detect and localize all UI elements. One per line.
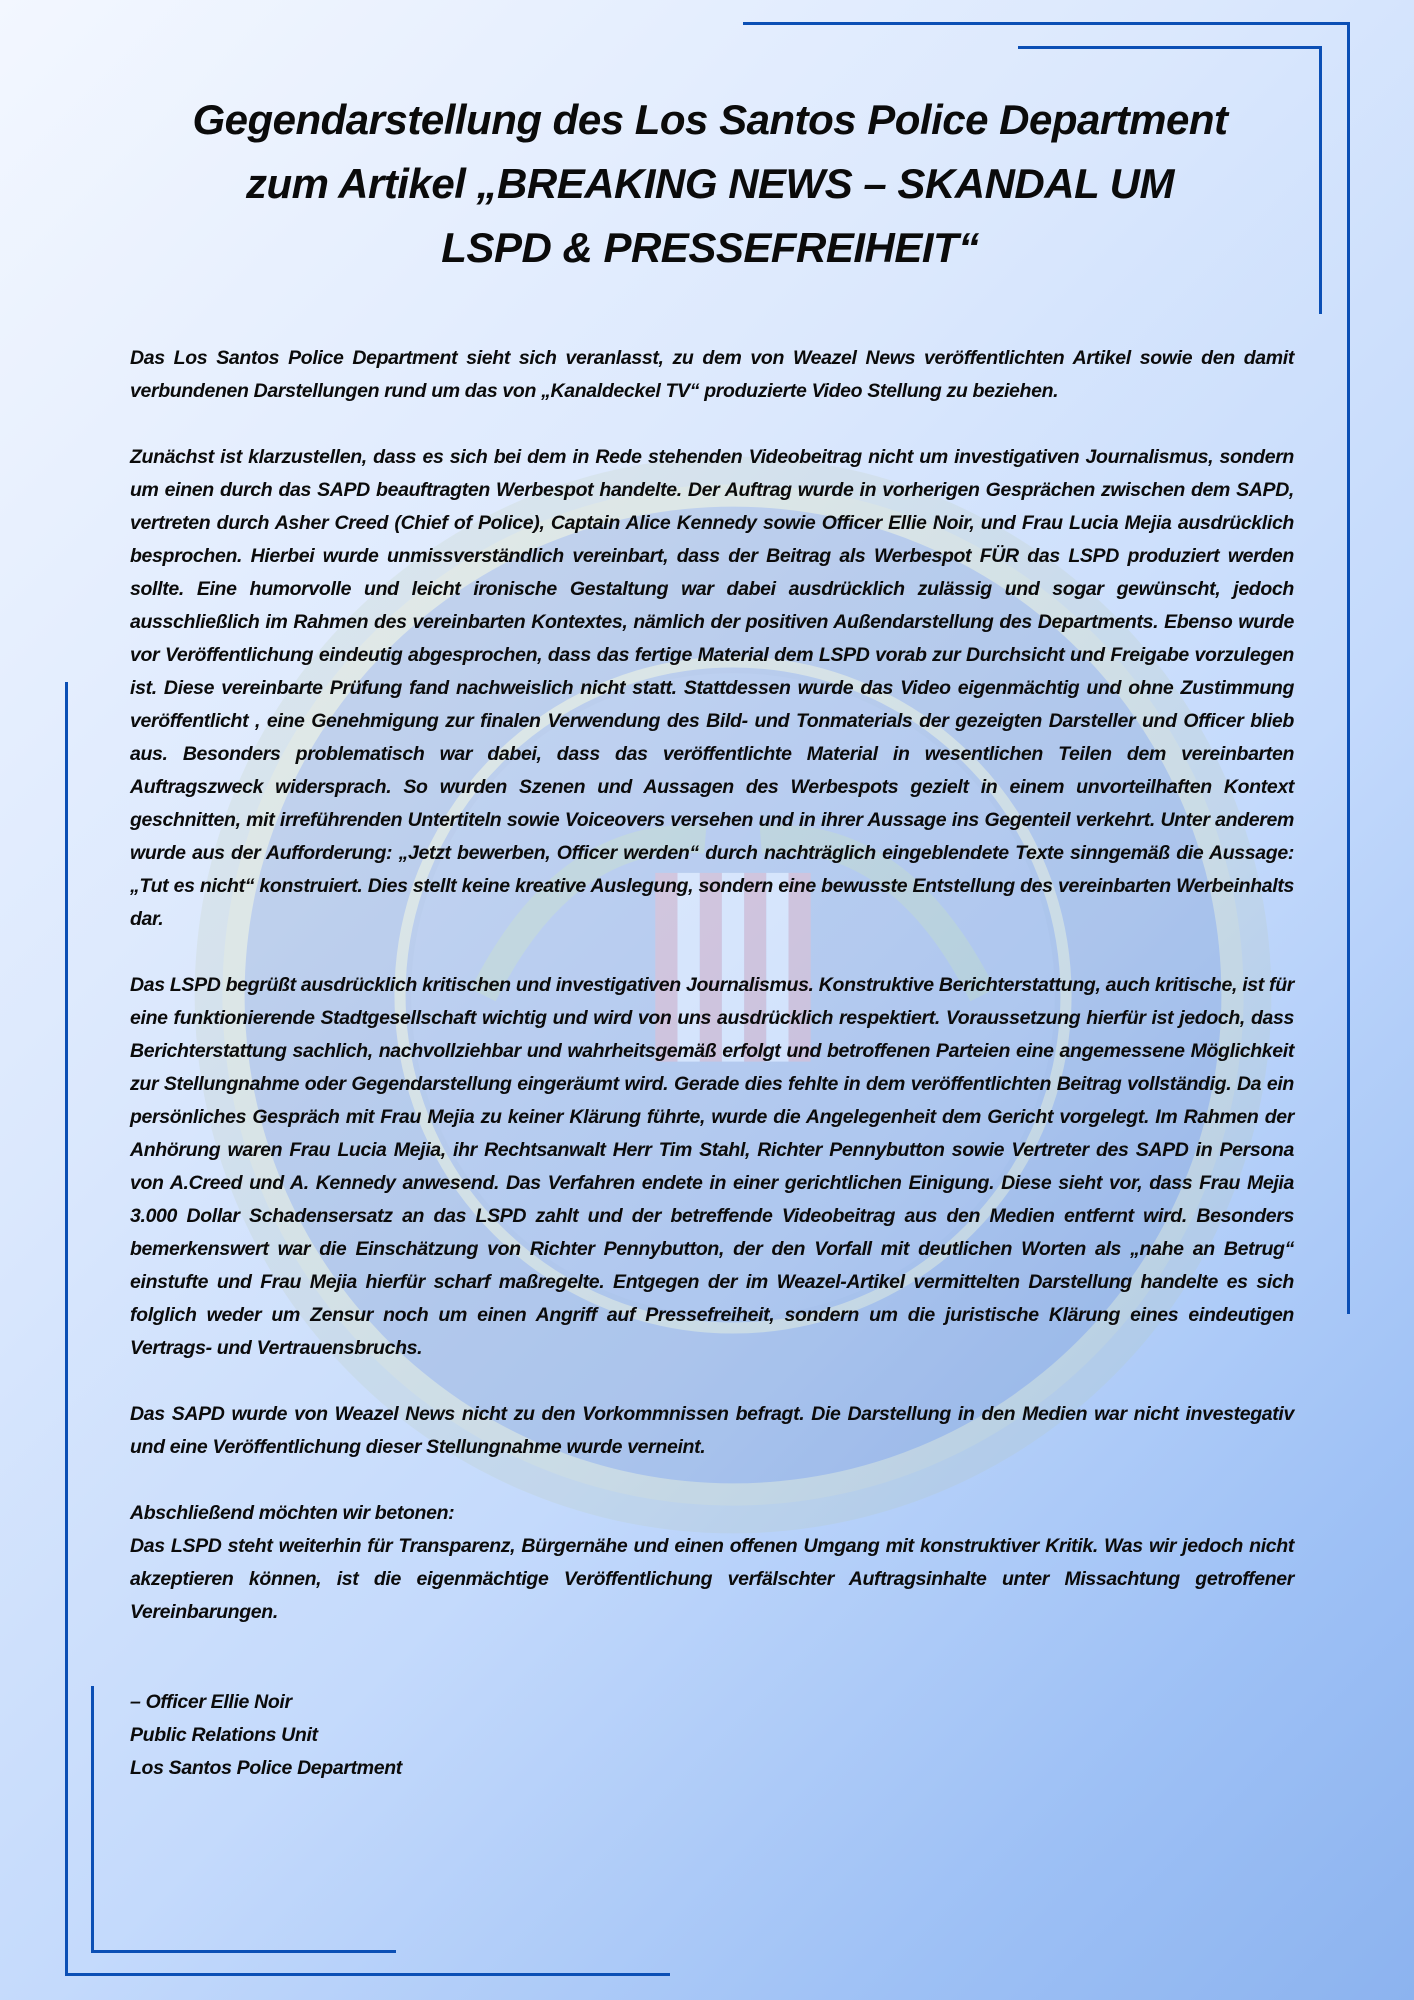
frame-line-left-outer [65, 682, 68, 1976]
frame-line-top-outer [743, 22, 1350, 25]
paragraph-journalism: Das LSPD begrüßt ausdrücklich kritischen und investigativen Journalismus. Konstruktive Berichterstattung, auch kritische, ist für eine funktionierende Stadtgesellschaft wichtig und wird von uns ausdrücklich respektiert. Voraussetzung hierfür ist jedoch, dass Berichterstattung sachlich, nachvollziehbar und wahrheitsgemäß erfolgt und betroffenen Parteien eine angemessene Möglichkeit zur Stellungnahme oder Gegendarstellung eingeräumt wird. Gerade dies fehlte in dem veröffentlichten Beitrag vollständig. Da ein persönliches Gespräch mit Frau Mejia zu keiner Klärung führte, wurde die Angelegenheit dem Gericht vorgelegt. Im Rahmen der Anhörung waren Frau Lucia Mejia, ihr Rechtsanwalt Herr Tim Stahl, Richter Pennybutton sowie Vertreter des SAPD in Persona von A.Creed und A. Kennedy anwesend. Das Verfahren endete in einer gerichtlichen Einigung. Diese sieht vor, dass Frau Mejia 3.000 Dollar Schadensersatz an das LSPD zahlt und der betreffende Videobeitrag aus den Medien entfernt wird. Besonders bemerkenswert war die Einschätzung von Richter Pennybutton, der den Vorfall mit deutlichen Worten als „nahe an Betrug“ einstufte und Frau Mejia hierfür scharf maßregelte. Entgegen der im Weazel-Artikel vermittelten Darstellung handelte es sich folglich weder um Zensur noch um einen Angriff auf Pressefreiheit, sondern um die juristische Klärung eines eindeutigen Vertrags- und Vertrauensbruchs. [130, 974, 1294, 1359]
signature-department: Los Santos Police Department [130, 1757, 402, 1779]
page-title [110, 88, 1310, 280]
title-line-2: zum Artikel „BREAKING NEWS – SKANDAL UM [246, 160, 1174, 207]
frame-line-top-inner [1018, 46, 1322, 49]
paragraph-intro: Das Los Santos Police Department sieht sich veranlasst, zu dem von Weazel News veröffentlichten Artikel sowie den damit verbundenen Darstellungen rund um das von „Kanaldeckel TV“ produzierte Video Stellung zu beziehen. [130, 347, 1294, 402]
signature-block [130, 1686, 1294, 1785]
paragraph-media: Das SAPD wurde von Weazel News nicht zu den Vorkommnissen befragt. Die Darstellung in den Medien war nicht investegativ und eine Veröffentlichung dieser Stellungnahme wurde verneint. [130, 1403, 1294, 1458]
statement-body [130, 342, 1294, 1785]
title-line-3: LSPD & PRESSEFREIHEIT“ [441, 224, 979, 271]
closing-text: Das LSPD steht weiterhin für Transparenz, Bürgernähe und einen offenen Umgang mit konstruktiver Kritik. Was wir jedoch nicht akzeptieren können, ist die eigenmächtige Veröffentlichung verfälschter Auftragsinhalte unter Missachtung getroffener Vereinbarungen. [130, 1535, 1294, 1623]
frame-line-right-outer [1347, 22, 1350, 1314]
frame-line-bottom-outer [65, 1973, 670, 1976]
signature-unit: Public Relations Unit [130, 1724, 318, 1746]
closing-intro: Abschließend möchten wir betonen: [130, 1502, 455, 1524]
frame-line-left-inner [91, 1686, 94, 1952]
title-line-1: Gegendarstellung des Los Santos Police Department [192, 96, 1228, 143]
signature-name: – Officer Ellie Noir [130, 1691, 292, 1713]
frame-line-right-inner [1319, 46, 1322, 314]
frame-line-bottom-inner [91, 1950, 396, 1953]
paragraph-clarification: Zunächst ist klarzustellen, dass es sich bei dem in Rede stehenden Videobeitrag nicht um investigativen Journalismus, sondern um einen durch das SAPD beauftragten Werbespot handelte. Der Auftrag wurde in vorherigen Gesprächen zwischen dem SAPD, vertreten durch Asher Creed (Chief of Police), Captain Alice Kennedy sowie Officer Ellie Noir, und Frau Lucia Mejia ausdrücklich besprochen. Hierbei wurde unmissverständlich vereinbart, dass der Beitrag als Werbespot FÜR das LSPD produziert werden sollte. Eine humorvolle und leicht ironische Gestaltung war dabei ausdrücklich zulässig und sogar gewünscht, jedoch ausschließlich im Rahmen des vereinbarten Kontextes, nämlich der positiven Außendarstellung des Departments. Ebenso wurde vor Veröffentlichung eindeutig abgesprochen, dass das fertige Material dem LSPD vorab zur Durchsicht und Freigabe vorzulegen ist. Diese vereinbarte Prüfung fand nachweislich nicht statt. Stattdessen wurde das Video eigenmächtig und ohne Zustimmung veröffentlicht , eine Genehmigung zur finalen Verwendung des Bild- und Tonmaterials der gezeigten Darsteller und Officer blieb aus. Besonders problematisch war dabei, dass das veröffentlichte Material in wesentlichen Teilen dem vereinbarten Auftragszweck widersprach. So wurden Szenen und Aussagen des Werbespots gezielt in einem unvorteilhaften Kontext geschnitten, mit irreführenden Untertiteln sowie Voiceovers versehen und in ihrer Aussage ins Gegenteil verkehrt. Unter anderem wurde aus der Aufforderung: „Jetzt bewerben, Officer werden“ durch nachträglich eingeblendete Texte sinngemäß die Aussage: „Tut es nicht“ konstruiert. Dies stellt keine kreative Auslegung, sondern eine bewusste Entstellung des vereinbarten Werbeinhalts dar. [130, 446, 1294, 930]
